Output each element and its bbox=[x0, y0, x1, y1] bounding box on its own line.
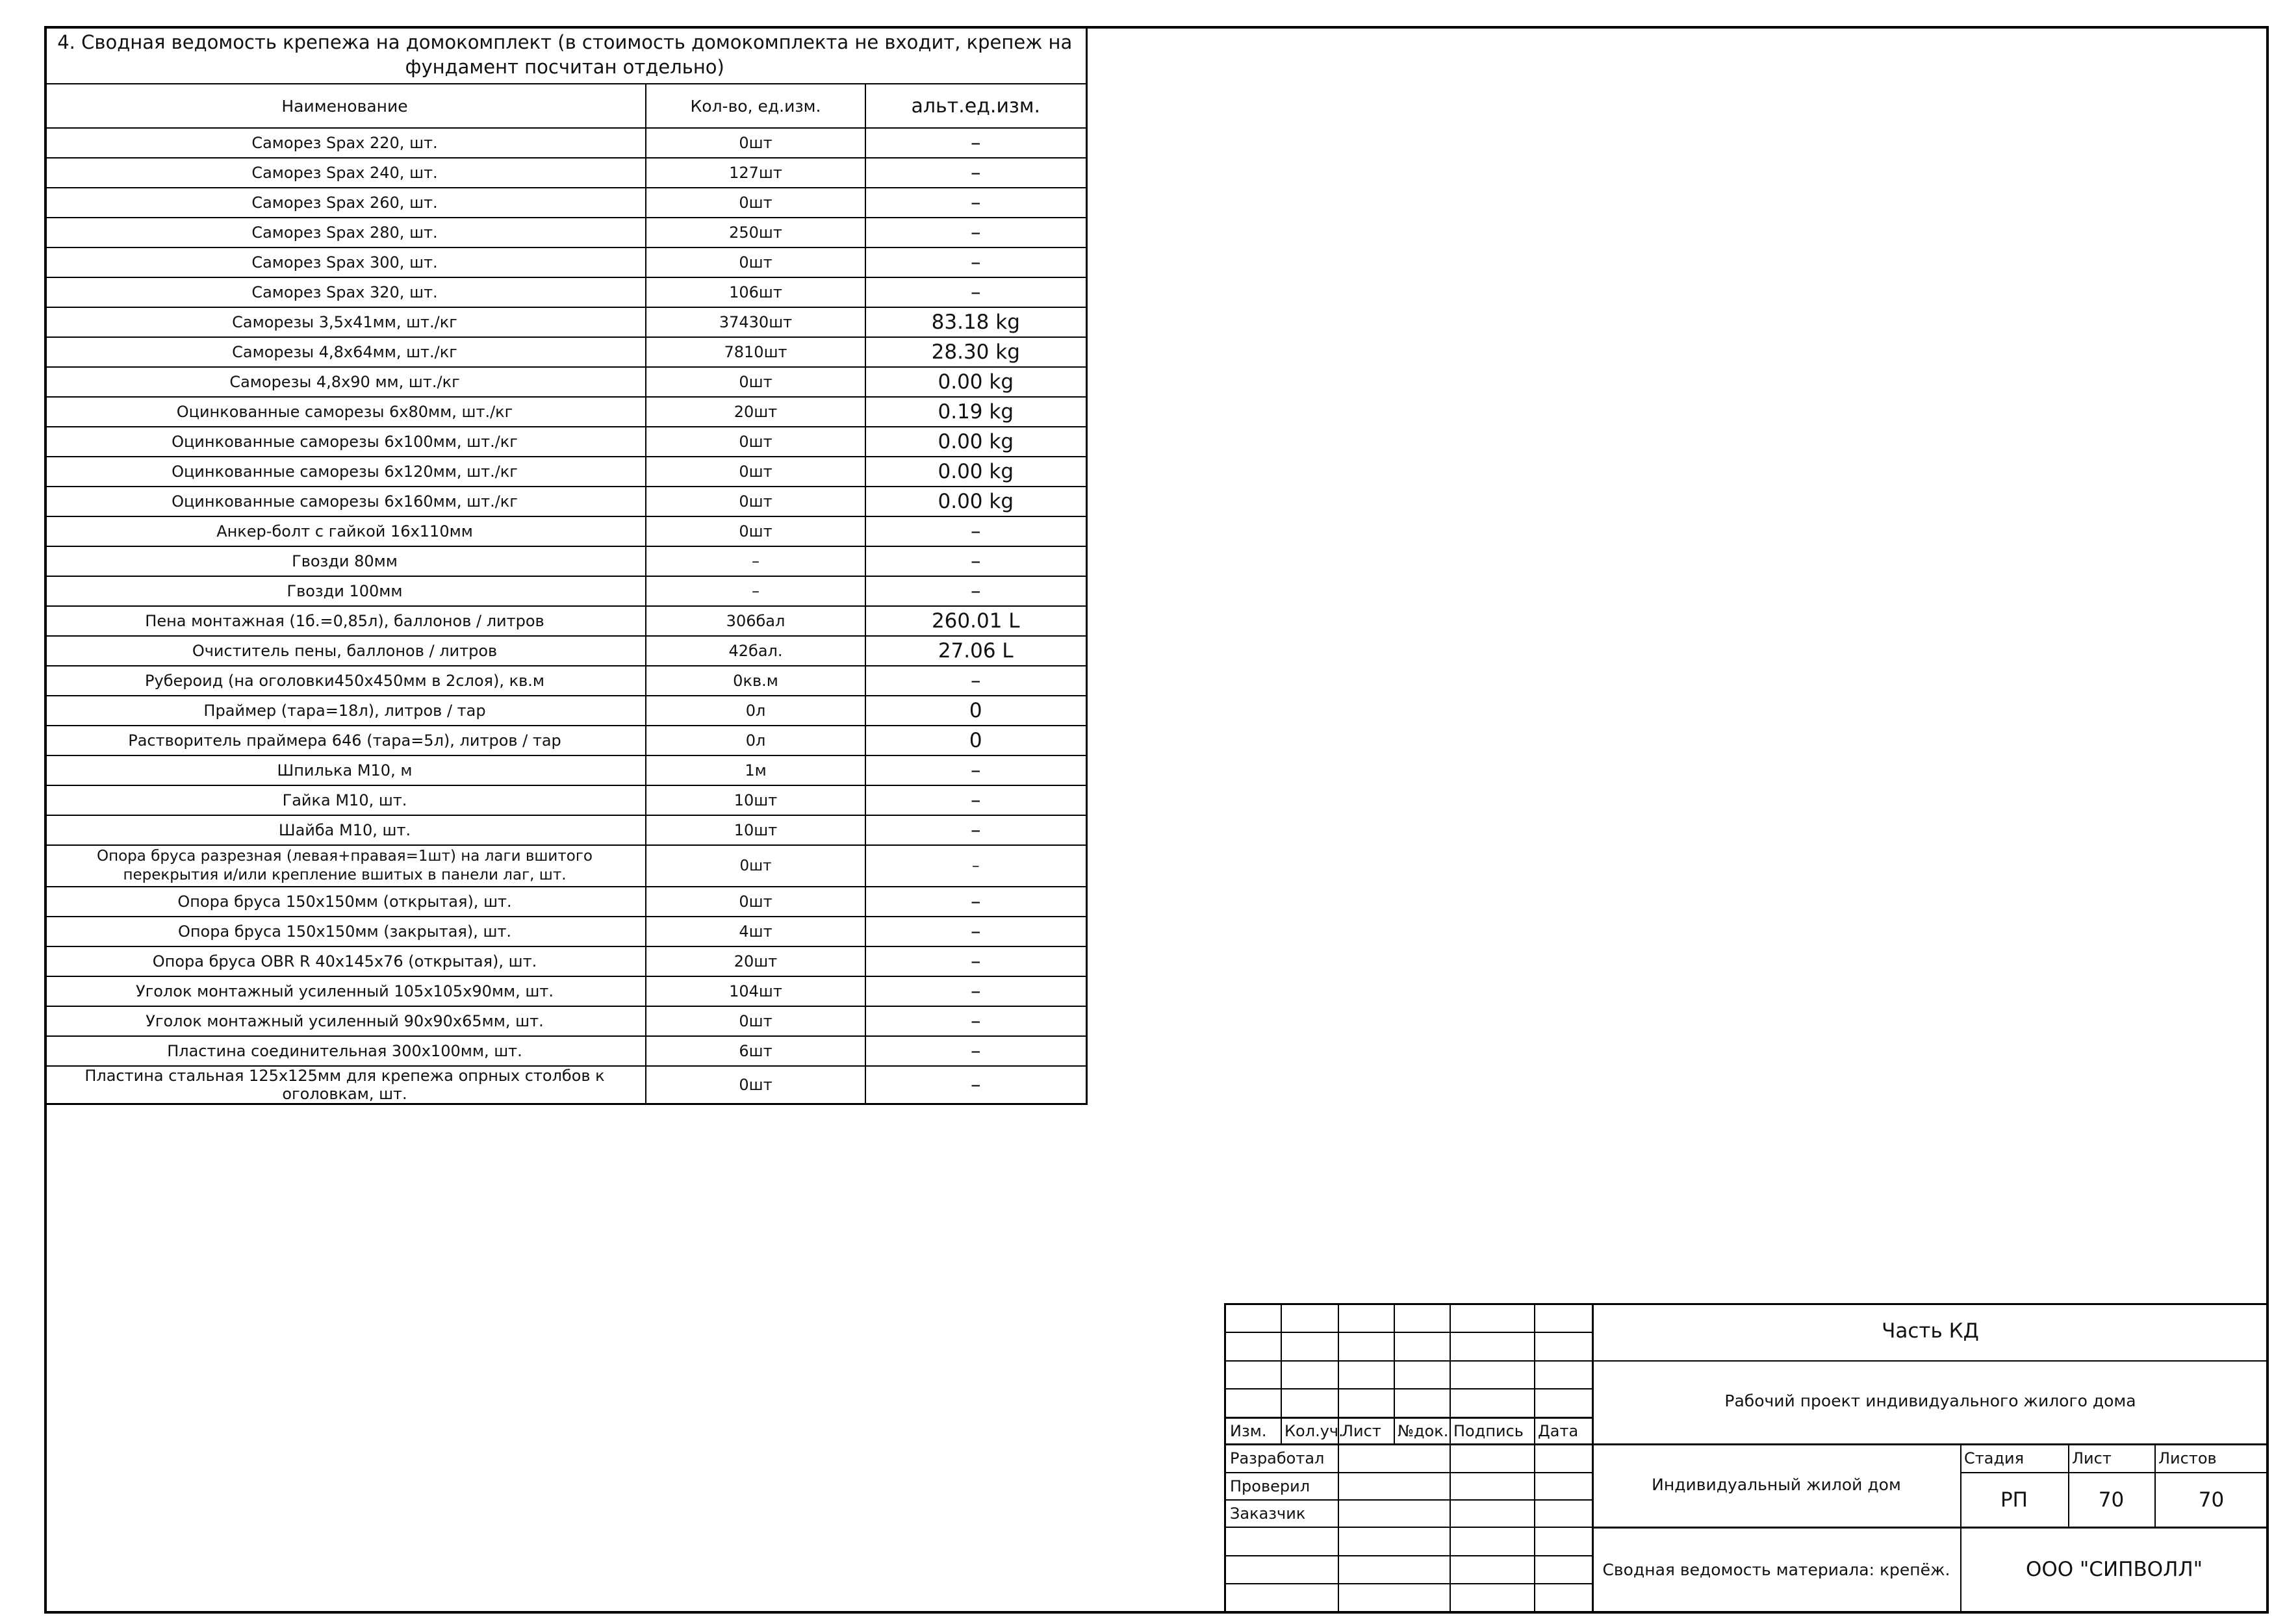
table-row bbox=[44, 696, 1086, 726]
role-developed: Разработал bbox=[1230, 1449, 1325, 1467]
table-row bbox=[44, 606, 1086, 636]
table-row bbox=[44, 457, 1086, 487]
cell-name: Саморез Spax 280, шт. bbox=[44, 218, 646, 247]
col-qty-label: Кол.уч. bbox=[1284, 1422, 1344, 1440]
table-row bbox=[44, 917, 1086, 946]
table-row bbox=[44, 636, 1086, 666]
cell-qty: 0шт bbox=[646, 427, 865, 457]
building-name: Индивидуальный жилой дом bbox=[1652, 1475, 1901, 1494]
project-title: Рабочий проект индивидуального жилого дома bbox=[1724, 1391, 2136, 1410]
col-date-label: Дата bbox=[1538, 1422, 1579, 1440]
cell-qty: 20шт bbox=[646, 397, 865, 427]
cell-alt-unit: – bbox=[865, 887, 1086, 917]
cell-name: Пластина соединительная 300х100мм, шт. bbox=[44, 1036, 646, 1066]
cell-qty: 0шт bbox=[646, 1006, 865, 1036]
col-sheet-label: Лист bbox=[1342, 1422, 1381, 1440]
cell-alt-unit: 0.19 kg bbox=[865, 397, 1086, 427]
header-name: Наименование bbox=[44, 84, 646, 128]
cell-name: Оцинкованные саморезы 6х160мм, шт./кг bbox=[44, 487, 646, 516]
cell-alt-unit: – bbox=[865, 1036, 1086, 1066]
cell-name: Праймер (тара=18л), литров / тар bbox=[44, 696, 646, 726]
cell-alt-unit: – bbox=[865, 1066, 1086, 1104]
cell-alt-unit: – bbox=[865, 917, 1086, 946]
cell-alt-unit: – bbox=[865, 516, 1086, 546]
cell-qty: – bbox=[646, 576, 865, 606]
cell-qty: 1м bbox=[646, 755, 865, 785]
table-row bbox=[44, 188, 1086, 218]
cell-alt-unit: – bbox=[865, 128, 1086, 158]
cell-name: Саморезы 4,8х90 мм, шт./кг bbox=[44, 367, 646, 397]
cell-qty: 0шт bbox=[646, 487, 865, 516]
cell-alt-unit: – bbox=[865, 976, 1086, 1006]
table-row bbox=[44, 516, 1086, 546]
cell-name: Саморез Spax 260, шт. bbox=[44, 188, 646, 218]
cell-alt-unit: – bbox=[865, 158, 1086, 188]
cell-name: Опора бруса 150х150мм (закрытая), шт. bbox=[44, 917, 646, 946]
cell-qty: 104шт bbox=[646, 976, 865, 1006]
cell-alt-unit: – bbox=[865, 188, 1086, 218]
cell-alt-unit: 83.18 kg bbox=[865, 307, 1086, 337]
cell-alt-unit: – bbox=[865, 576, 1086, 606]
cell-name: Саморез Spax 300, шт. bbox=[44, 247, 646, 277]
col-signature-label: Подпись bbox=[1453, 1422, 1524, 1440]
cell-name: Пластина стальная 125х125мм для крепежа опрных столбов к оголовкам, шт. bbox=[44, 1066, 646, 1104]
fastener-table bbox=[44, 26, 1088, 1105]
table-row bbox=[44, 946, 1086, 976]
cell-qty: 106шт bbox=[646, 277, 865, 307]
cell-name: Рубероид (на оголовки450х450мм в 2слоя), кв.м bbox=[44, 666, 646, 696]
cell-qty: 0л bbox=[646, 696, 865, 726]
cell-qty: 127шт bbox=[646, 158, 865, 188]
cell-alt-unit: 27.06 L bbox=[865, 636, 1086, 666]
cell-alt-unit: – bbox=[865, 218, 1086, 247]
cell-name: Анкер-болт с гайкой 16х110мм bbox=[44, 516, 646, 546]
cell-alt-unit: – bbox=[865, 946, 1086, 976]
col-change-label: Изм. bbox=[1230, 1422, 1267, 1440]
sheets-label: Листов bbox=[2158, 1449, 2217, 1467]
cell-name: Опора бруса разрезная (левая+правая=1шт) на лаги вшитого перекрытия и/или крепление вшитых в панели лаг, шт. bbox=[44, 845, 646, 887]
cell-name: Уголок монтажный усиленный 90х90х65мм, шт. bbox=[44, 1006, 646, 1036]
table-row bbox=[44, 337, 1086, 367]
table-row bbox=[44, 1006, 1086, 1036]
cell-name: Растворитель праймера 646 (тара=5л), литров / тар bbox=[44, 726, 646, 755]
sheet-value: 70 bbox=[2098, 1488, 2125, 1512]
table-row bbox=[44, 976, 1086, 1006]
cell-name: Оцинкованные саморезы 6х80мм, шт./кг bbox=[44, 397, 646, 427]
table-row bbox=[44, 158, 1086, 188]
table-row bbox=[44, 666, 1086, 696]
cell-qty: 306бал bbox=[646, 606, 865, 636]
part-label: Часть КД bbox=[1882, 1319, 1979, 1343]
cell-name: Саморез Spax 240, шт. bbox=[44, 158, 646, 188]
cell-name: Оцинкованные саморезы 6х100мм, шт./кг bbox=[44, 427, 646, 457]
cell-name: Гвозди 100мм bbox=[44, 576, 646, 606]
table-row bbox=[44, 845, 1086, 887]
cell-alt-unit: – bbox=[865, 785, 1086, 815]
table-row bbox=[44, 247, 1086, 277]
cell-qty: 10шт bbox=[646, 815, 865, 845]
stage-label: Стадия bbox=[1964, 1449, 2025, 1467]
cell-alt-unit: – bbox=[865, 815, 1086, 845]
cell-qty: 250шт bbox=[646, 218, 865, 247]
sheet-label: Лист bbox=[2072, 1449, 2112, 1467]
cell-name: Саморез Spax 220, шт. bbox=[44, 128, 646, 158]
stage-value: РП bbox=[2000, 1488, 2028, 1512]
cell-qty: 20шт bbox=[646, 946, 865, 976]
sheets-value: 70 bbox=[2198, 1488, 2225, 1512]
cell-name: Саморезы 4,8х64мм, шт./кг bbox=[44, 337, 646, 367]
cell-qty: 0шт bbox=[646, 1066, 865, 1104]
cell-name: Саморез Spax 320, шт. bbox=[44, 277, 646, 307]
table-row bbox=[44, 397, 1086, 427]
table-row bbox=[44, 307, 1086, 337]
table-row bbox=[44, 277, 1086, 307]
table-row bbox=[44, 427, 1086, 457]
cell-qty: 0кв.м bbox=[646, 666, 865, 696]
cell-qty: 0шт bbox=[646, 845, 865, 887]
table-body bbox=[44, 128, 1086, 1104]
cell-alt-unit: 0.00 kg bbox=[865, 457, 1086, 487]
cell-name: Гайка М10, шт. bbox=[44, 785, 646, 815]
title-block bbox=[1224, 1303, 2266, 1611]
cell-name: Уголок монтажный усиленный 105х105х90мм, шт. bbox=[44, 976, 646, 1006]
cell-alt-unit: – bbox=[865, 666, 1086, 696]
table-title: 4. Сводная ведомость крепежа на домокомплект (в стоимость домокомплекта не входит, крепеж на фундамент посчитан отдельно) bbox=[44, 26, 1086, 84]
table-row bbox=[44, 576, 1086, 606]
header-alt-unit: альт.ед.изм. bbox=[865, 84, 1086, 128]
table-row bbox=[44, 755, 1086, 785]
cell-qty: 6шт bbox=[646, 1036, 865, 1066]
cell-qty: 0шт bbox=[646, 367, 865, 397]
cell-name: Пена монтажная (1б.=0,85л), баллонов / литров bbox=[44, 606, 646, 636]
cell-name: Гвозди 80мм bbox=[44, 546, 646, 576]
cell-alt-unit: 0.00 kg bbox=[865, 427, 1086, 457]
cell-alt-unit: – bbox=[865, 546, 1086, 576]
cell-name: Оцинкованные саморезы 6х120мм, шт./кг bbox=[44, 457, 646, 487]
cell-qty: 0л bbox=[646, 726, 865, 755]
cell-alt-unit: – bbox=[865, 755, 1086, 785]
cell-alt-unit: – bbox=[865, 1006, 1086, 1036]
table-row bbox=[44, 815, 1086, 845]
cell-alt-unit: – bbox=[865, 247, 1086, 277]
cell-qty: 10шт bbox=[646, 785, 865, 815]
table-row bbox=[44, 546, 1086, 576]
table-row bbox=[44, 887, 1086, 917]
cell-qty: 0шт bbox=[646, 516, 865, 546]
cell-qty: 0шт bbox=[646, 188, 865, 218]
cell-name: Опора бруса 150х150мм (открытая), шт. bbox=[44, 887, 646, 917]
cell-alt-unit: 0.00 kg bbox=[865, 367, 1086, 397]
cell-qty: 4шт bbox=[646, 917, 865, 946]
cell-name: Очиститель пены, баллонов / литров bbox=[44, 636, 646, 666]
cell-alt-unit: 28.30 kg bbox=[865, 337, 1086, 367]
cell-alt-unit: – bbox=[865, 845, 1086, 887]
cell-alt-unit: – bbox=[865, 277, 1086, 307]
table-row bbox=[44, 367, 1086, 397]
cell-name: Шайба М10, шт. bbox=[44, 815, 646, 845]
cell-qty: 42бал. bbox=[646, 636, 865, 666]
sheet-title: Сводная ведомость материала: крепёж. bbox=[1602, 1560, 1950, 1579]
table-row bbox=[44, 1066, 1086, 1104]
table-row bbox=[44, 218, 1086, 247]
cell-qty: 0шт bbox=[646, 887, 865, 917]
cell-qty: – bbox=[646, 546, 865, 576]
cell-qty: 7810шт bbox=[646, 337, 865, 367]
role-customer: Заказчик bbox=[1230, 1504, 1306, 1523]
cell-qty: 0шт bbox=[646, 247, 865, 277]
role-checked: Проверил bbox=[1230, 1477, 1310, 1495]
table-row bbox=[44, 1036, 1086, 1066]
cell-name: Саморезы 3,5х41мм, шт./кг bbox=[44, 307, 646, 337]
cell-alt-unit: 0 bbox=[865, 726, 1086, 755]
header-qty: Кол-во, ед.изм. bbox=[646, 84, 865, 128]
table-row bbox=[44, 128, 1086, 158]
cell-name: Опора бруса OBR R 40х145х76 (открытая), шт. bbox=[44, 946, 646, 976]
cell-alt-unit: 260.01 L bbox=[865, 606, 1086, 636]
cell-name: Шпилька М10, м bbox=[44, 755, 646, 785]
cell-qty: 0шт bbox=[646, 128, 865, 158]
cell-qty: 0шт bbox=[646, 457, 865, 487]
table-row bbox=[44, 487, 1086, 516]
table-row bbox=[44, 785, 1086, 815]
cell-alt-unit: 0 bbox=[865, 696, 1086, 726]
table-row bbox=[44, 726, 1086, 755]
col-doc-label: №док. bbox=[1398, 1422, 1449, 1440]
company-name: ООО "СИПВОЛЛ" bbox=[2025, 1558, 2203, 1581]
cell-alt-unit: 0.00 kg bbox=[865, 487, 1086, 516]
cell-qty: 37430шт bbox=[646, 307, 865, 337]
